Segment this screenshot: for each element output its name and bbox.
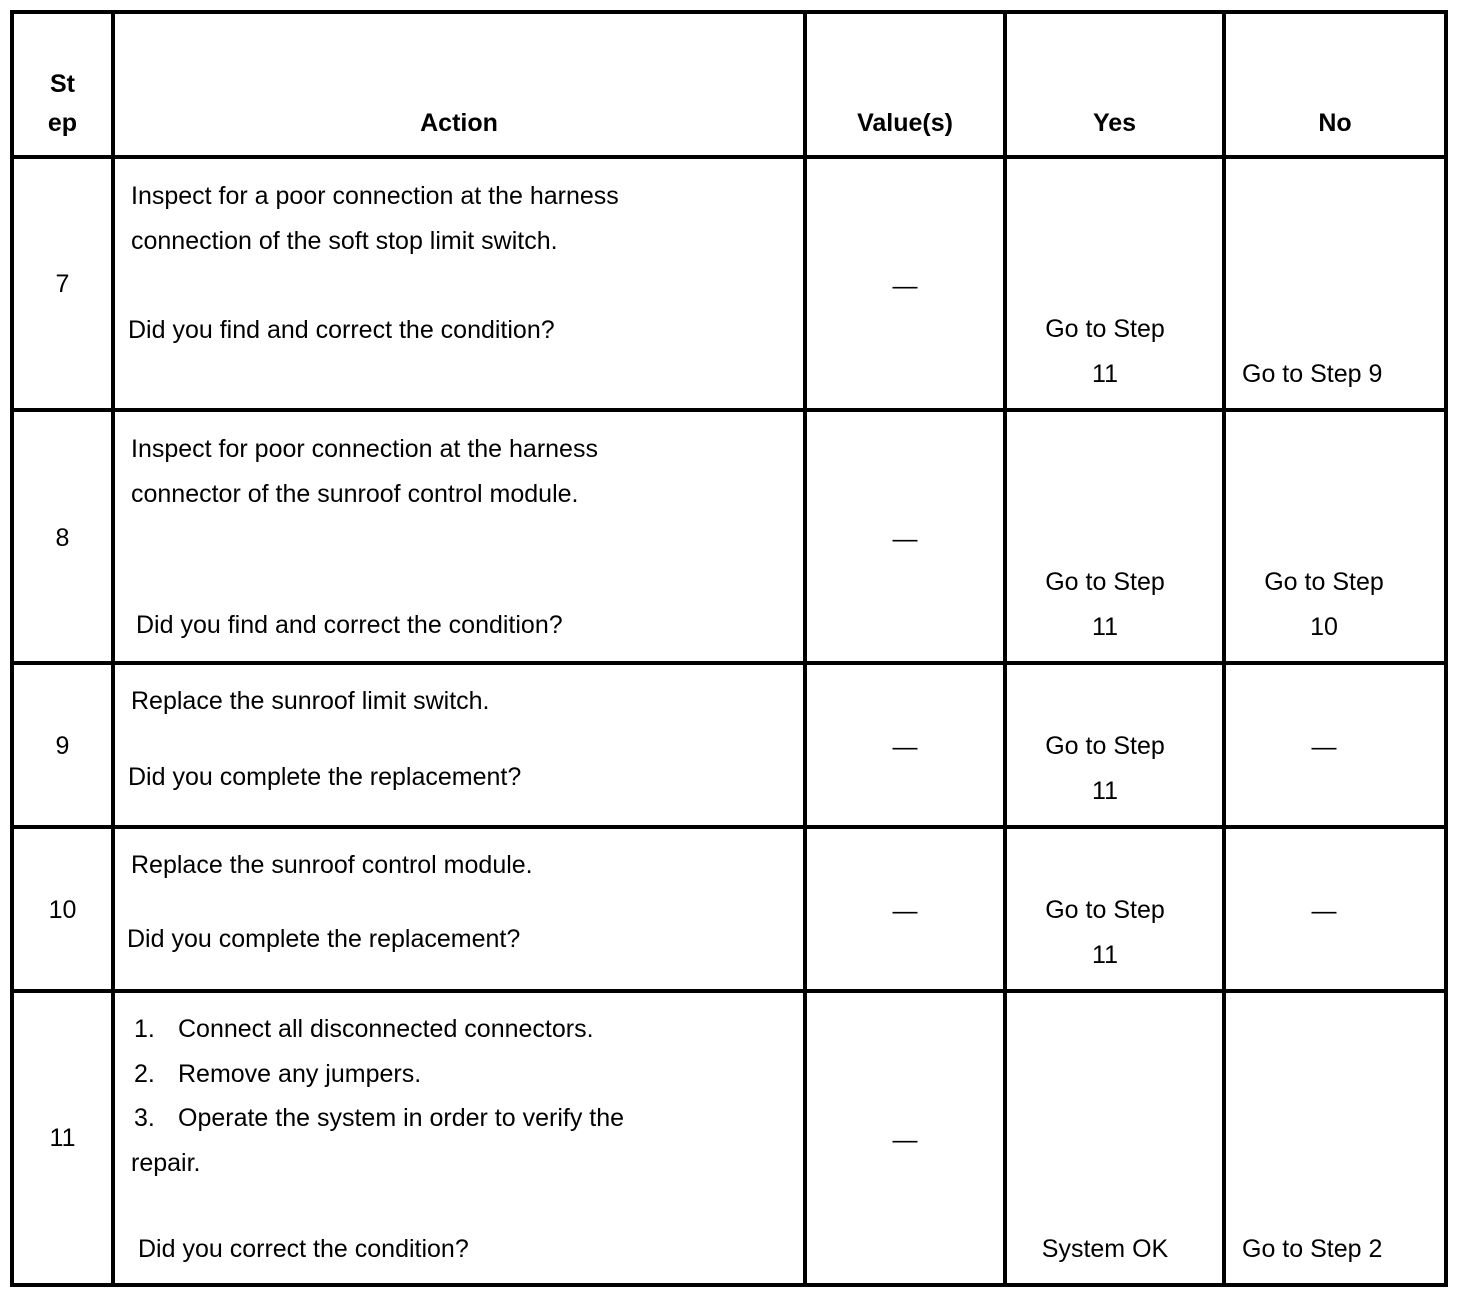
yes-cell: Go to Step <box>1045 896 1165 924</box>
value-cell: — <box>892 733 918 761</box>
action-question: Did you complete the replacement? <box>128 763 522 791</box>
row-divider <box>10 825 1448 829</box>
list-item: Remove any jumpers. <box>178 1060 422 1088</box>
yes-cell: 11 <box>1092 360 1118 388</box>
list-number: 1. <box>134 1015 155 1043</box>
no-cell: Go to Step <box>1264 568 1384 596</box>
no-cell: — <box>1311 733 1337 761</box>
header-step-line1: St <box>50 70 75 98</box>
yes-cell: System OK <box>1041 1235 1169 1263</box>
step-number: 7 <box>55 270 70 298</box>
header-action: Action <box>420 109 498 137</box>
action-question: Did you find and correct the condition? <box>136 611 563 639</box>
table-border-left <box>10 10 14 1287</box>
action-text: Replace the sunroof control module. <box>131 851 533 879</box>
action-text: connection of the soft stop limit switch. <box>131 227 558 255</box>
column-divider <box>1222 10 1226 1287</box>
header-yes: Yes <box>1092 109 1137 137</box>
value-cell: — <box>892 1126 918 1154</box>
table-border-right <box>1444 10 1448 1287</box>
row-divider <box>10 989 1448 993</box>
yes-cell: Go to Step <box>1045 568 1165 596</box>
header-step-line2: ep <box>47 109 78 137</box>
list-item-continuation: repair. <box>131 1149 201 1177</box>
action-text: Inspect for a poor connection at the harness <box>131 182 619 210</box>
step-number: 11 <box>49 1124 76 1152</box>
yes-cell: Go to Step <box>1045 315 1165 343</box>
header-values: Value(s) <box>857 109 953 137</box>
column-divider <box>803 10 807 1287</box>
action-question: Did you correct the condition? <box>138 1235 469 1263</box>
no-cell: Go to Step 9 <box>1242 360 1383 388</box>
yes-cell: Go to Step <box>1045 732 1165 760</box>
no-cell: — <box>1311 897 1337 925</box>
action-question: Did you find and correct the condition? <box>128 316 555 344</box>
step-number: 9 <box>55 732 70 760</box>
yes-cell: 11 <box>1092 613 1118 641</box>
step-number: 8 <box>55 524 70 552</box>
list-number: 2. <box>134 1060 155 1088</box>
column-divider <box>1003 10 1007 1287</box>
list-number: 3. <box>134 1104 155 1132</box>
yes-cell: 11 <box>1092 941 1118 969</box>
column-divider <box>111 10 115 1287</box>
list-item: Operate the system in order to verify the <box>178 1104 625 1132</box>
list-item: Connect all disconnected connectors. <box>178 1015 594 1043</box>
no-cell: Go to Step 2 <box>1242 1235 1383 1263</box>
value-cell: — <box>892 525 918 553</box>
header-no: No <box>1318 109 1352 137</box>
yes-cell: 11 <box>1092 777 1118 805</box>
action-text: Replace the sunroof limit switch. <box>131 687 490 715</box>
action-question: Did you complete the replacement? <box>127 925 521 953</box>
action-text: connector of the sunroof control module. <box>131 480 579 508</box>
row-divider <box>10 661 1448 665</box>
header-divider <box>10 155 1448 159</box>
value-cell: — <box>892 897 918 925</box>
row-divider <box>10 408 1448 412</box>
table-border-bottom <box>10 1283 1448 1287</box>
value-cell: — <box>892 272 918 300</box>
step-number: 10 <box>48 896 77 924</box>
diagnostic-table <box>10 10 1448 1287</box>
no-cell: 10 <box>1310 613 1338 641</box>
table-border-top <box>10 10 1448 14</box>
action-text: Inspect for poor connection at the harness <box>131 435 598 463</box>
